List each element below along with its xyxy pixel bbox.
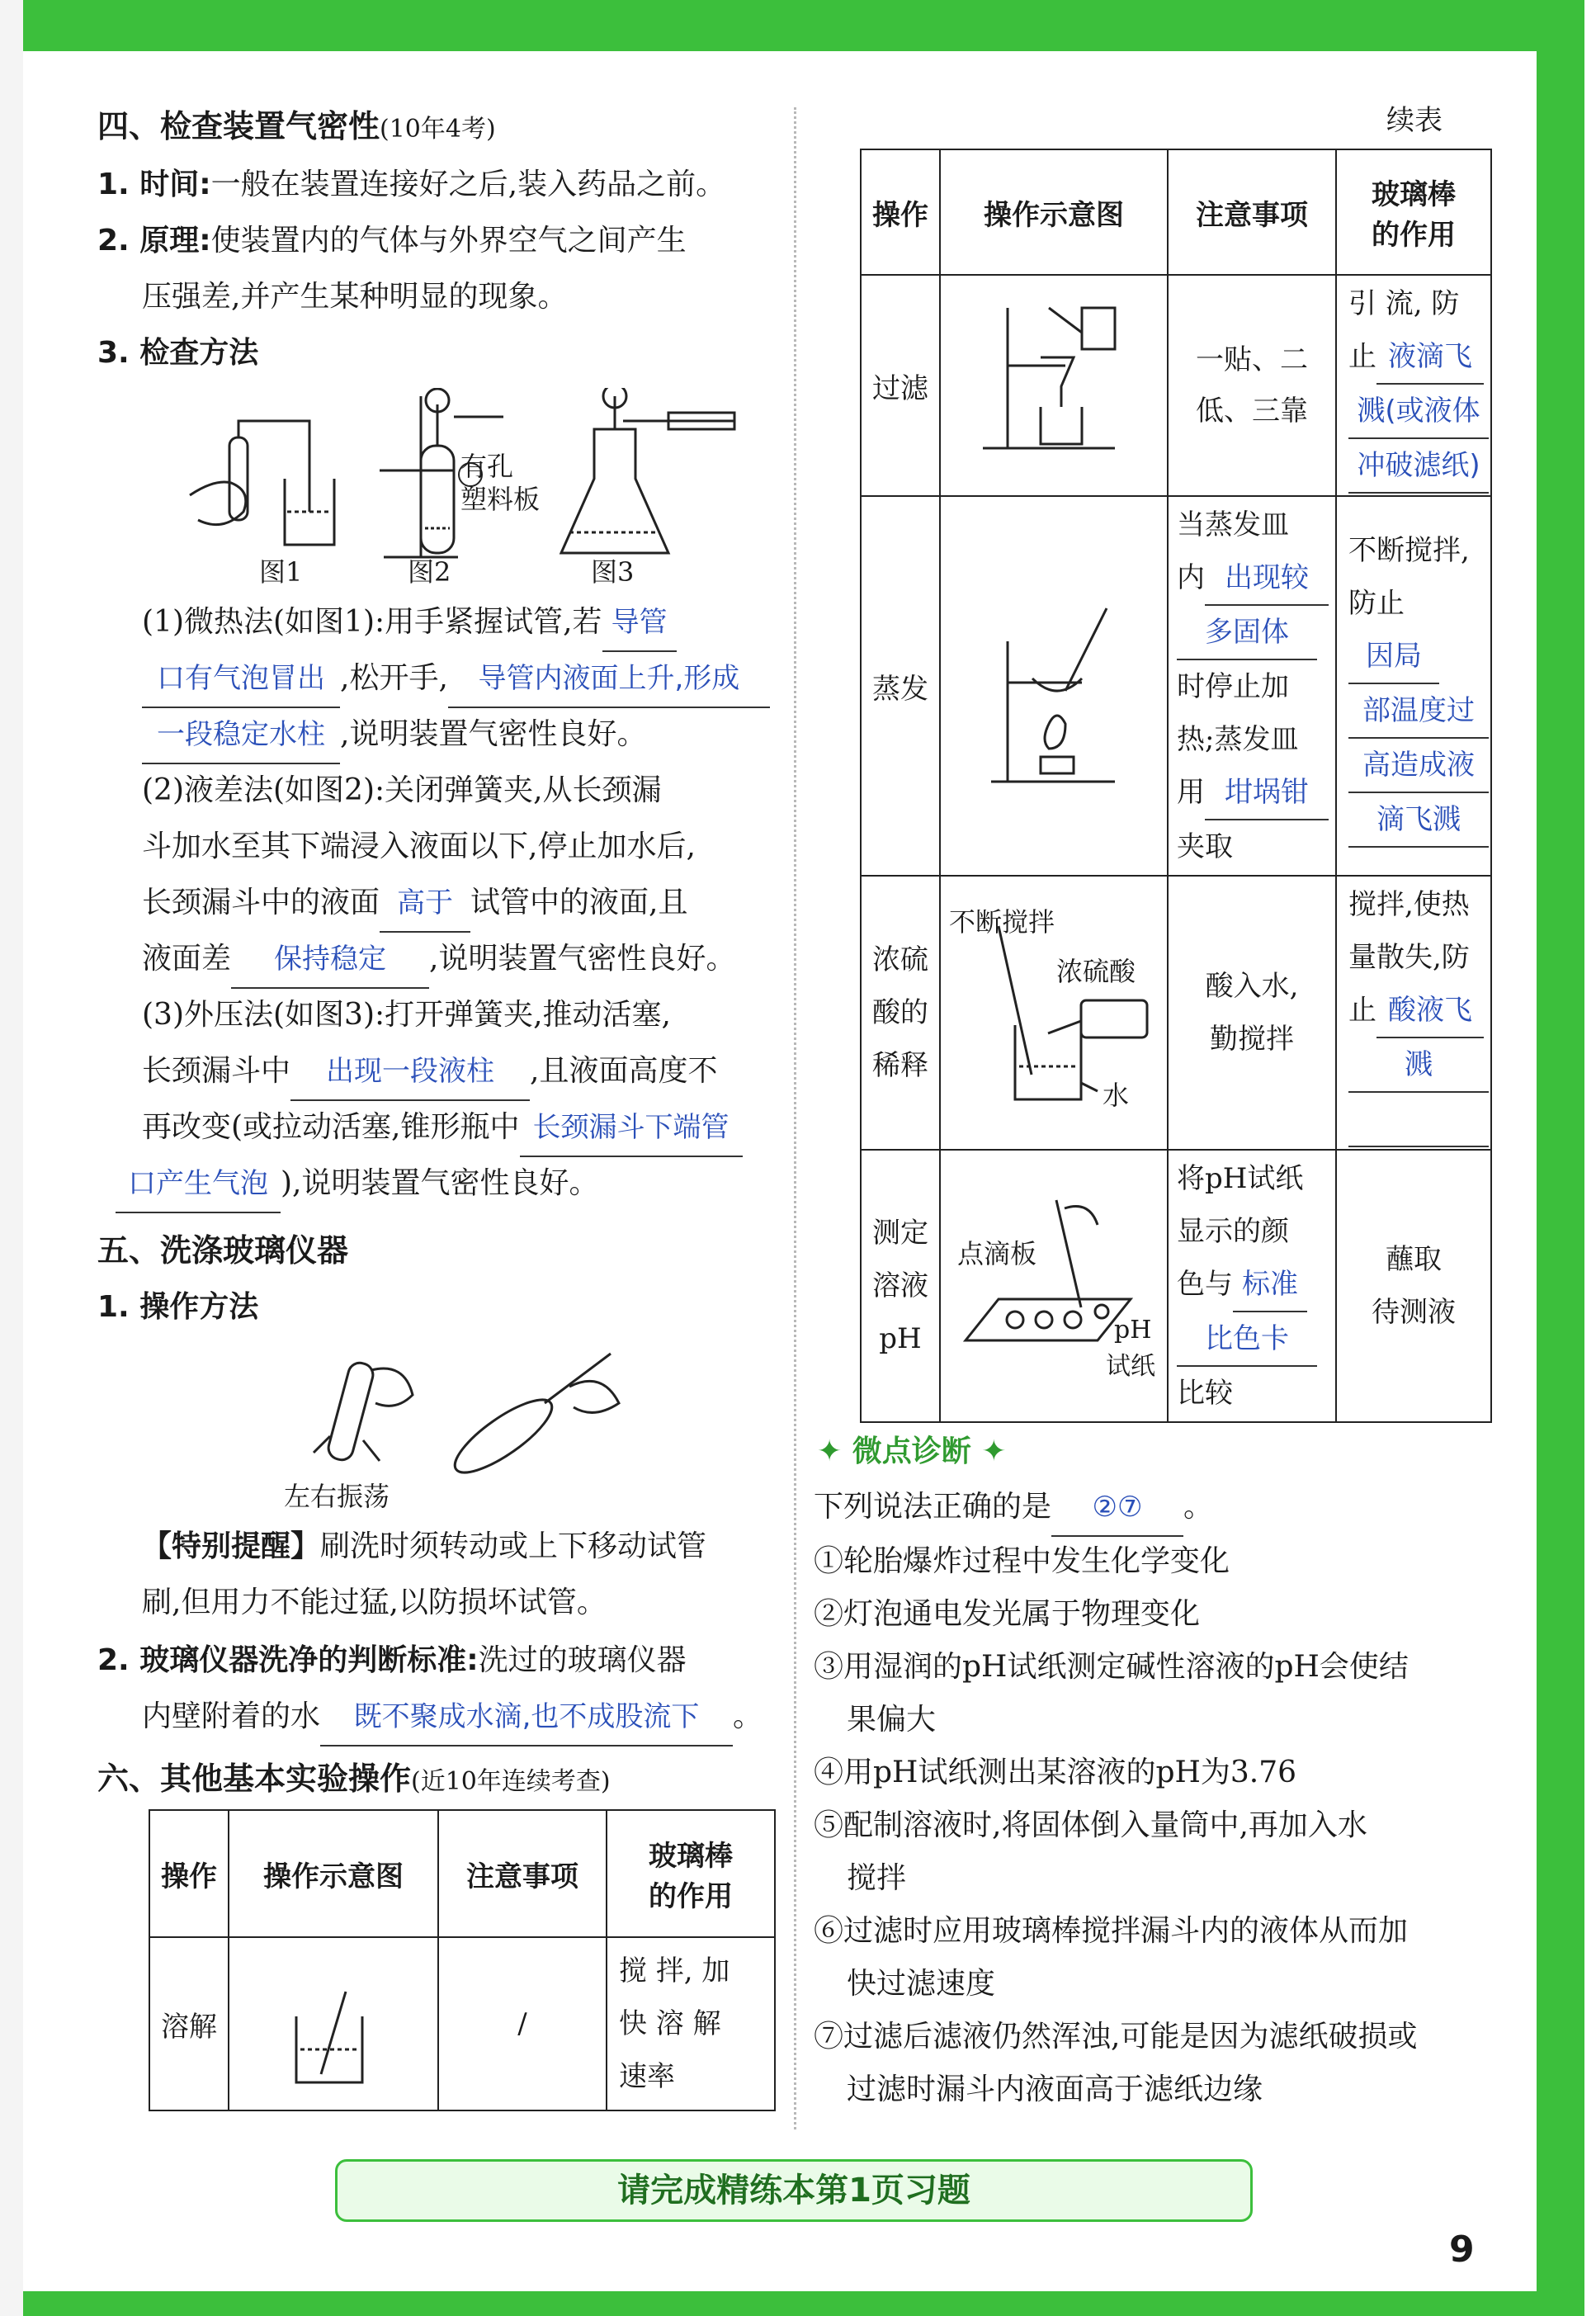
lbl-water: 水	[1103, 1080, 1130, 1111]
row-dissolve-notice: /	[438, 1937, 607, 2110]
diamond-icon: ✦	[817, 1435, 843, 1468]
top-green-bar	[23, 0, 1560, 51]
experiment-table-right	[860, 149, 1492, 1423]
col-op: 操作	[149, 1810, 229, 1937]
row-ph-diagram	[940, 1150, 1168, 1422]
method3-line2: 长颈漏斗中 出现一段液柱 ,且液面高度不	[142, 1043, 717, 1101]
col-notice: 注意事项	[1168, 149, 1336, 275]
experiment-table-left	[149, 1809, 776, 2111]
column-divider	[794, 107, 796, 2129]
col-op: 操作	[861, 149, 940, 275]
fig3-caption: 图3	[591, 556, 635, 588]
dissolve-icon	[230, 1942, 428, 2099]
method2-line2: 斗加水至其下端浸入液面以下,停止加水后,	[142, 830, 696, 863]
diagnosis-question: 下列说法正确的是 ②⑦ 。	[814, 1479, 1213, 1537]
page-edge	[0, 0, 23, 2316]
row-ph-notice: 将pH试纸 显示的颜 色与 标准 比色卡 比较	[1168, 1150, 1336, 1422]
row-dilute-notice: 酸入水, 勤搅拌	[1168, 876, 1336, 1150]
method1-line3: 一段稳定水柱 ,说明装置气密性良好。	[142, 707, 646, 764]
col-diagram: 操作示意图	[940, 149, 1168, 275]
diagnosis-title: ✦ 微点诊断 ✦	[817, 1435, 1007, 1468]
evaporate-icon	[942, 559, 1158, 806]
fig2-caption: 图2	[408, 556, 451, 588]
row-dilute-diagram	[940, 876, 1168, 1150]
method2-line3: 长颈漏斗中的液面 高于 试管中的液面,且	[142, 875, 687, 933]
sec4-item2: 2. 原理:使装置内的气体与外界空气之间产生	[97, 224, 687, 258]
sec4-item1: 1. 时间:一般在装置连接好之后,装入药品之前。	[97, 168, 726, 201]
row-dissolve-rod: 搅 拌, 加 快 溶 解 速率	[607, 1937, 775, 2110]
col-diagram: 操作示意图	[229, 1810, 438, 1937]
section6-title: 六、其他基本实验操作(近10年连续考查)	[97, 1761, 611, 1797]
method1-line1: (1)微热法(如图1):用手紧握试管,若 导管	[142, 594, 677, 652]
row-evap-diagram	[940, 496, 1168, 876]
sec4-item3: 3. 检查方法	[97, 336, 259, 370]
page-number: 9	[1449, 2229, 1475, 2271]
option-7-cont: 过滤时漏斗内液面高于滤纸边缘	[847, 2073, 1263, 2106]
option-3-cont: 果偏大	[847, 1703, 937, 1737]
method2-line1: (2)液差法(如图2):关闭弹簧夹,从长颈漏	[142, 773, 662, 807]
washing-caption: 左右振荡	[284, 1481, 390, 1512]
bottom-green-bar	[23, 2291, 1584, 2316]
col-notice: 注意事项	[438, 1810, 607, 1937]
fig1-caption: 图1	[259, 556, 303, 588]
lbl-plate: 点滴板	[957, 1238, 1037, 1269]
sec5-item2-cont: 内壁附着的水 既不聚成水滴,也不成股流下 。	[142, 1689, 763, 1746]
method3-line3: 再改变(或拉动活塞,锥形瓶中 长颈漏斗下端管	[142, 1099, 743, 1157]
method2-line4: 液面差 保持稳定 ,说明装置气密性良好。	[142, 931, 735, 989]
sec5-item2: 2. 玻璃仪器洗净的判断标准:洗过的玻璃仪器	[97, 1643, 687, 1677]
row-filter-notice: 一贴、二 低、三靠	[1168, 275, 1336, 496]
option-2: ②灯泡通电发光属于物理变化	[814, 1597, 1201, 1631]
row-dilute-rod: 搅拌,使热 量散失,防 止 酸液飞 溅	[1336, 876, 1491, 1150]
row-evap-op: 蒸发	[861, 496, 940, 876]
option-1: ①轮胎爆炸过程中发生化学变化	[814, 1544, 1230, 1578]
lbl-acid: 浓硫酸	[1056, 956, 1136, 987]
option-5: ⑤配制溶液时,将固体倒入量筒中,再加入水	[814, 1808, 1367, 1842]
option-3: ③用湿润的pH试纸测定碱性溶液的pH会使结	[814, 1650, 1409, 1684]
diamond-icon: ✦	[981, 1435, 1007, 1468]
lbl-paper-b: 试纸	[1106, 1352, 1155, 1381]
sec5-item1: 1. 操作方法	[97, 1290, 259, 1324]
row-evap-rod: 不断搅拌, 防止因局 部温度过 高造成液 滴飞溅	[1336, 496, 1491, 876]
fig2-label-b: 塑料板	[460, 484, 541, 515]
method1-line2: 口有气泡冒出 ,松开手, 导管内液面上升,形成	[142, 650, 770, 708]
option-4: ④用pH试纸测出某溶液的pH为3.76	[814, 1756, 1297, 1789]
exercise-reminder[interactable]: 请完成精练本第1页习题	[335, 2159, 1253, 2222]
option-5-cont: 搅拌	[847, 1861, 907, 1895]
washing-figure	[297, 1337, 644, 1486]
tip-line1: 【特别提醒】刷洗时须转动或上下移动试管	[142, 1529, 707, 1563]
row-evap-notice: 当蒸发皿 内 出现较 多固体 时停止加 热;蒸发皿 用 坩埚钳 夹取	[1168, 496, 1336, 876]
continued-label: 续表	[1386, 104, 1443, 137]
method3-line1: (3)外压法(如图3):打开弹簧夹,推动活塞,	[142, 998, 672, 1032]
filter-icon	[942, 283, 1158, 481]
row-ph-rod: 蘸取 待测液	[1336, 1150, 1491, 1422]
option-6: ⑥过滤时应用玻璃棒搅拌漏斗内的液体从而加	[814, 1914, 1409, 1948]
sec4-item2-cont: 压强差,并产生某种明显的现象。	[142, 280, 568, 314]
method3-line4: 口产生气泡 ),说明装置气密性良好。	[116, 1156, 599, 1213]
lbl-paper-a: pH	[1114, 1316, 1152, 1345]
row-dilute-op: 浓硫 酸的 稀释	[861, 876, 940, 1150]
col-rod: 玻璃棒 的作用	[607, 1810, 775, 1937]
section4-title: 四、检查装置气密性(10年4考)	[97, 108, 496, 144]
option-6-cont: 快过滤速度	[847, 1967, 996, 2001]
row-dissolve-op: 溶解	[149, 1937, 229, 2110]
row-filter-op: 过滤	[861, 275, 940, 496]
option-7: ⑦过滤后滤液仍然浑浊,可能是因为滤纸破损或	[814, 2020, 1418, 2054]
row-filter-rod: 引 流, 防 止 液滴飞 溅(或液体 冲破滤纸)	[1336, 275, 1491, 496]
row-filter-diagram	[940, 275, 1168, 496]
tip-line2: 刷,但用力不能过猛,以防损坏试管。	[142, 1586, 607, 1619]
right-green-bar	[1537, 0, 1584, 2316]
fig2-label-a: 有孔	[460, 451, 514, 482]
row-ph-op: 测定 溶液 pH	[861, 1150, 940, 1422]
col-rod: 玻璃棒 的作用	[1336, 149, 1491, 275]
lbl-stir: 不断搅拌	[949, 906, 1055, 938]
section5-title: 五、洗涤玻璃仪器	[97, 1232, 349, 1269]
row-dissolve-diagram	[229, 1937, 438, 2110]
